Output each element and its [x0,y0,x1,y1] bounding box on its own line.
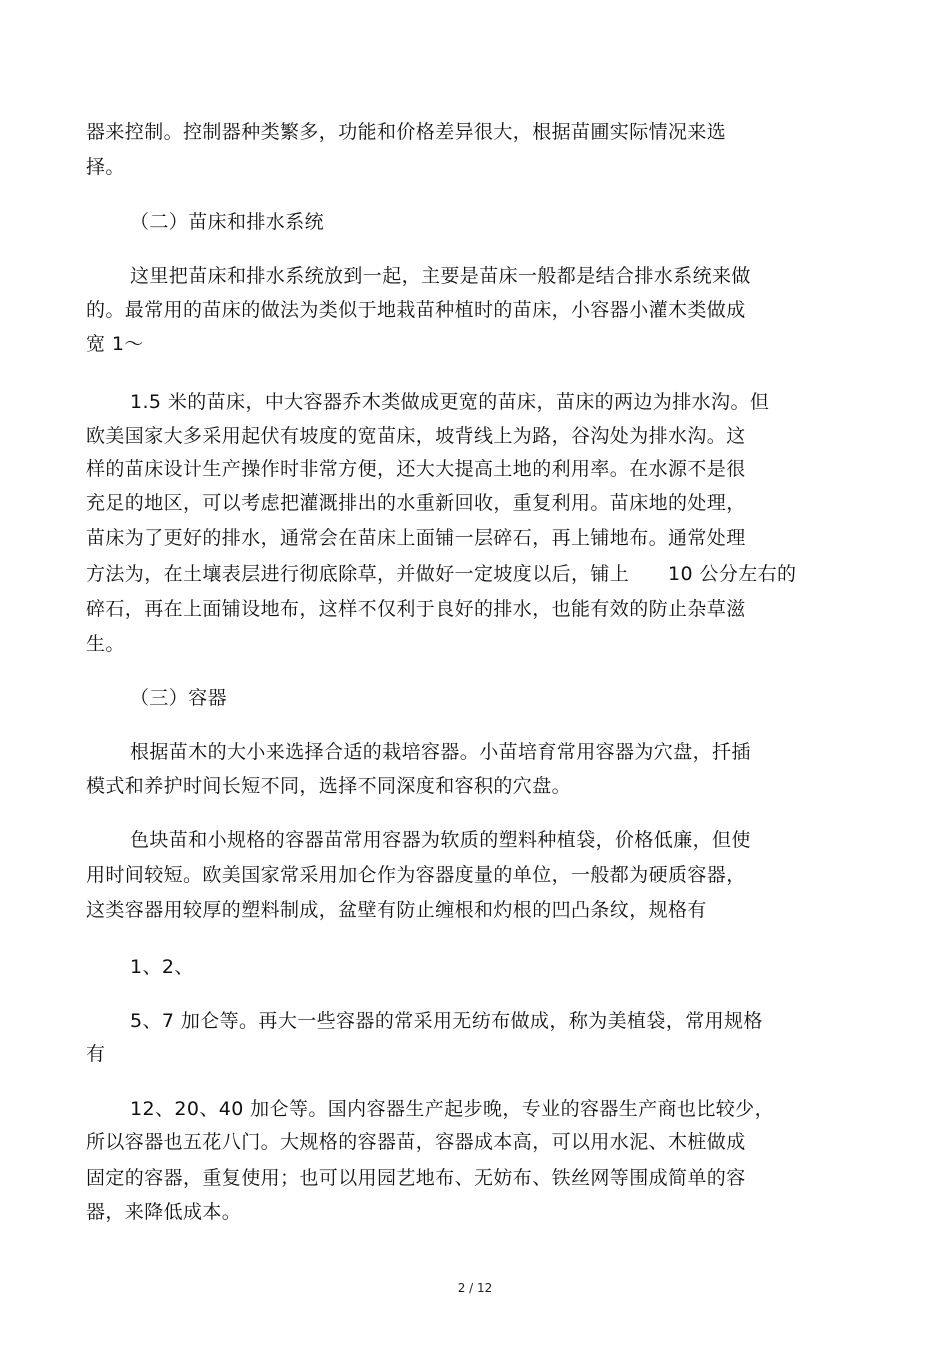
body-text-line: 方法为，在土壤表层进行彻底除草，并做好一定坡度以后，铺上 10 公分左右的 [86,563,797,585]
body-text-line: 这类容器用较厚的塑料制成，盆壁有防止缠根和灼根的凹凸条纹，规格有 [86,899,707,921]
body-text-line: 12、20、40 加仑等。国内容器生产起步晚，专业的容器生产商也比较少， [130,1098,774,1120]
section-heading: （三）容器 [130,687,228,709]
body-text-line: 1.5 米的苗床，中大容器乔木类做成更宽的苗床，苗床的两边为排水沟。但 [130,391,770,413]
page-number: 2 / 12 [457,1281,493,1295]
body-text-line: 择。 [86,156,125,178]
body-text-line: 5、7 加仑等。再大一些容器的常采用无纺布做成，称为美植袋，常用规格 [130,1010,763,1032]
body-text-line: 器，来降低成本。 [86,1201,242,1223]
body-text-line: 这里把苗床和排水系统放到一起，主要是苗床一般都是结合排水系统来做 [130,265,751,287]
body-text-line: 欧美国家大多采用起伏有坡度的宽苗床，坡背线上为路，谷沟处为排水沟。这 [86,425,746,447]
body-text-line: 1、2、 [130,956,194,978]
body-text-line: 器来控制。控制器种类繁多，功能和价格差异很大，根据苗圃实际情况来选 [86,121,727,143]
body-text-line: 模式和养护时间长短不同，选择不同深度和容积的穴盘。 [86,775,572,797]
body-text-line: 苗床为了更好的排水，通常会在苗床上面铺一层碎石，再上铺地布。通常处理 [86,527,746,549]
body-text-line: 用时间较短。欧美国家常采用加仑作为容器度量的单位，一般都为硬质容器， [86,864,746,886]
body-text-line: 宽 1～ [86,333,144,355]
body-text-line: 根据苗木的大小来选择合适的栽培容器。小苗培育常用容器为穴盘，扦插 [130,741,751,763]
body-text-line: 生。 [86,633,125,655]
body-text-line: 所以容器也五花八门。大规格的容器苗，容器成本高，可以用水泥、木桩做成 [86,1131,746,1153]
body-text-line: 有 [86,1043,106,1065]
body-text-line: 固定的容器，重复使用；也可以用园艺地布、无妨布、铁丝网等围成简单的容 [86,1167,746,1189]
body-text-line: 的。最常用的苗床的做法为类似于地栽苗种植时的苗床，小容器小灌木类做成 [86,299,746,321]
section-heading: （二）苗床和排水系统 [130,211,325,233]
body-text-line: 充足的地区，可以考虑把灌溉排出的水重新回收，重复利用。苗床地的处理， [86,492,746,514]
body-text-line: 碎石，再在上面铺设地布，这样不仅利于良好的排水，也能有效的防止杂草滋 [86,598,746,620]
body-text-line: 色块苗和小规格的容器苗常用容器为软质的塑料种植袋，价格低廉，但使 [130,829,751,851]
body-text-line: 样的苗床设计生产操作时非常方便，还大大提高土地的利用率。在水源不是很 [86,458,746,480]
